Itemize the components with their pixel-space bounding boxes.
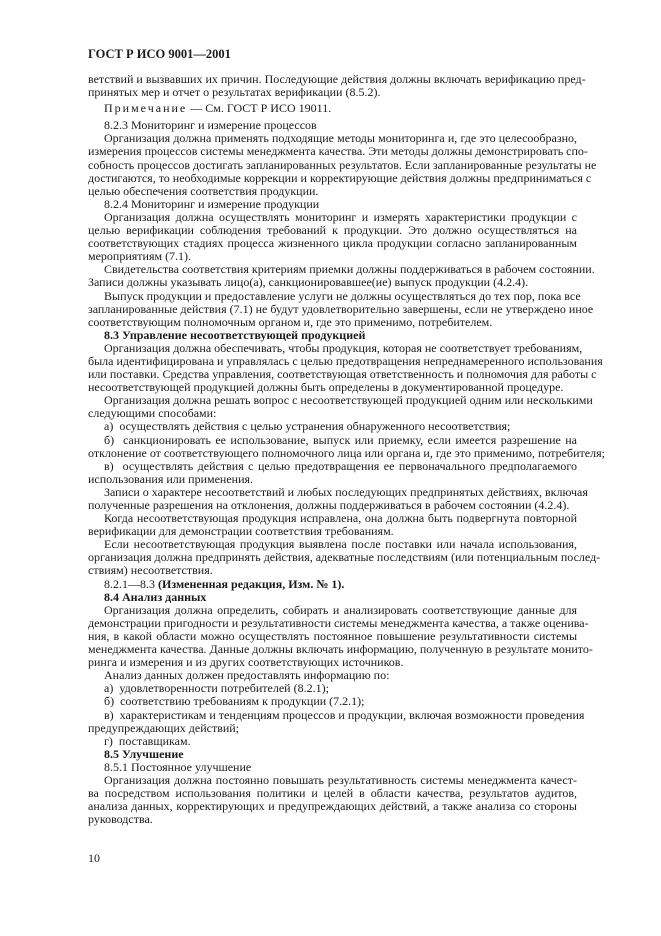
paragraph <box>88 262 595 290</box>
text-line: Организация должна обеспечивать, чтобы продукция, которая не соответствует требованиям, <box>104 340 583 355</box>
text-line: целью обеспечения соответствия продукции. <box>88 183 319 198</box>
amendment-note <box>88 578 577 591</box>
text-line: соответствующим полномочным органом и, где это применимо, потребителем. <box>88 314 493 329</box>
text-line: отклонение от соответствующего полномочного лица или органа и, где это применимо, потребителя; <box>88 445 605 460</box>
paragraph <box>88 774 577 826</box>
paragraph <box>88 198 577 211</box>
text-line: а) осуществлять действия с целью устранения обнаруженного несоответствия; <box>104 419 511 434</box>
paragraph <box>88 72 586 100</box>
text-line: ва посредством использования политики и целей в области качества, результатов аудитов, <box>88 786 577 801</box>
paragraph <box>88 393 593 421</box>
text-line: демонстрации пригодности и результативности системы менеджмента качества, а также оценива- <box>88 615 589 630</box>
paragraph <box>88 707 585 735</box>
text-line: 8.2.4 Мониторинг и измерение продукции <box>104 196 320 211</box>
text-line: Организация должна осуществлять мониторинг и измерять характеристики продукции с <box>104 209 577 224</box>
text-line: или поставки. Средства управления, соответствующая ответственность и полномочия для работы с <box>88 367 597 382</box>
text-line: в) характеристикам и тенденциям процессов и продукции, включая возможности проведения <box>104 707 585 722</box>
text-line: использования или применения. <box>88 471 254 486</box>
text-line: менеджмента качества. Данные должны включать информацию, полученную в результате монито- <box>88 642 593 657</box>
text-line: достигаются, то необходимые коррекции и корректирующие действия должны предприниматься с <box>88 170 592 185</box>
text-line: измерения процессов системы менеджмента качества. Эти методы должны демонстрировать спо- <box>88 144 588 159</box>
text-line: а) удовлетворенности потребителей (8.2.1); <box>104 681 329 696</box>
section-heading <box>88 748 577 761</box>
paragraph <box>88 131 597 198</box>
text-line: в) осуществлять действия с целью предотвращения ее первоначального предполагаемого <box>104 458 577 473</box>
text-line: Выпуск продукции и предоставление услуги не должны осуществляться до тех пор, пока все <box>104 288 581 303</box>
text-line: Организация должна применять подходящие методы мониторинга и, где это целесообразно, <box>104 131 577 146</box>
text-line: Свидетельства соответствия критериям приемки должны поддерживаться в рабочем состоянии. <box>104 262 595 277</box>
text-line: Когда несоответствующая продукция исправлена, она должна быть подвергнута повторной <box>104 511 577 526</box>
text-line: Записи о характере несоответствий и любых последующих предпринятых действиях, включая <box>104 484 588 499</box>
text-line: ринга и измерения и из других соответствующих источников. <box>88 655 404 670</box>
text-line: принятых мер и отчет о результатах верификации (8.5.2). <box>88 85 381 100</box>
paragraph <box>88 735 577 748</box>
paragraph <box>88 432 605 460</box>
amendment-label: (Измененная редакция, Изм. № 1). <box>158 576 345 591</box>
text-line: 8.2.3 Мониторинг и измерение процессов <box>104 118 317 133</box>
text-line: 8.3 Управление несоответствующей продукцией <box>104 327 366 342</box>
text-line: Анализ данных должен предоставлять информацию по: <box>104 668 390 683</box>
text-line: ствиям) несоответствия. <box>88 563 213 578</box>
text-line: Организация должна решать вопрос с несоответствующей продукцией одним или несколькими <box>104 393 593 408</box>
paragraph <box>88 288 594 329</box>
text-line: Записи должны указывать лицо(а), санкционировавшее(ие) выпуск продукции (4.2.4). <box>88 275 529 290</box>
text-line: анализа данных, корректирующих и предупреждающих действий, а также анализа со стороны <box>88 799 577 814</box>
note <box>88 102 577 115</box>
text-line: полученные разрешения на отклонения, должны поддерживаться в рабочем состоянии (4.2.4). <box>88 498 570 512</box>
text-line: б) соответствию требованиям к продукции (7.2.1); <box>104 694 365 709</box>
text-line: соответствующих стадиях процесса жизненного цикла продукции согласно запланированным <box>88 236 577 251</box>
section-heading <box>88 591 577 604</box>
amendment-range: 8.2.1—8.3 <box>104 576 158 591</box>
page-number: 10 <box>88 851 100 865</box>
paragraph <box>88 761 577 774</box>
paragraph <box>88 211 577 263</box>
text-line: ветствий и вызвавших их причин. Последующие действия должны включать верификацию пред- <box>88 72 586 86</box>
text-line: мероприятиям (7.1). <box>88 249 192 264</box>
text-line: 8.5 Улучшение <box>104 746 184 761</box>
text-line: г) поставщикам. <box>104 733 191 748</box>
text-line: собность процессов достигать запланированных результатов. Если запланированные результаты не <box>88 157 597 172</box>
text-line: ния, в какой области можно осуществлять постоянное повышение результативности системы <box>88 628 577 643</box>
text-line: верификации для демонстрации соответствия требованиям. <box>88 524 394 539</box>
text-line: следующими способами: <box>88 406 217 421</box>
text-line: несоответствующей продукцией должны быть определены в документированной процедуре. <box>88 380 564 395</box>
paragraph <box>88 602 593 670</box>
text-line: целью верификации соблюдения требований к продукции. Это должно осуществляться на <box>88 223 577 238</box>
paragraph <box>88 460 577 486</box>
text-line: б) санкционировать ее использование, выпуск или приемку, если имеется разрешение на <box>104 432 577 447</box>
text-line: предупреждающих действий; <box>88 720 240 735</box>
paragraph <box>88 512 577 538</box>
text-line: 8.4 Анализ данных <box>104 589 207 604</box>
text-line: Если несоответствующая продукция выявлена после поставки или начала использования, <box>104 537 577 552</box>
paragraph <box>88 420 577 433</box>
paragraph <box>88 484 588 512</box>
paragraph <box>88 537 601 578</box>
text-line: была идентифицирована и управлялась с целью предотвращения непреднамеренного использования <box>88 353 603 368</box>
document-body <box>88 72 605 827</box>
text-line: Организация должна определить, собирать и анализировать соответствующие данные для <box>104 602 577 617</box>
document-header: ГОСТ Р ИСО 9001—2001 <box>88 47 231 61</box>
text-line: 8.5.1 Постоянное улучшение <box>104 759 252 774</box>
text-line: руководства. <box>88 812 153 827</box>
text-line: организация должна предпринять действия, адекватные последствиям (или потенциальным послед- <box>88 550 601 565</box>
note-text: — См. ГОСТ Р ИСО 19011. <box>187 101 332 116</box>
text-line: Организация должна постоянно повышать результативность системы менеджмента качест- <box>104 772 577 787</box>
section-heading <box>88 329 577 342</box>
note-label: Примечание <box>104 101 188 116</box>
paragraph <box>88 340 603 395</box>
paragraph <box>88 695 577 708</box>
text-line: запланированные действия (7.1) не будут удовлетворительно завершены, если не утверждено иное <box>88 301 594 316</box>
